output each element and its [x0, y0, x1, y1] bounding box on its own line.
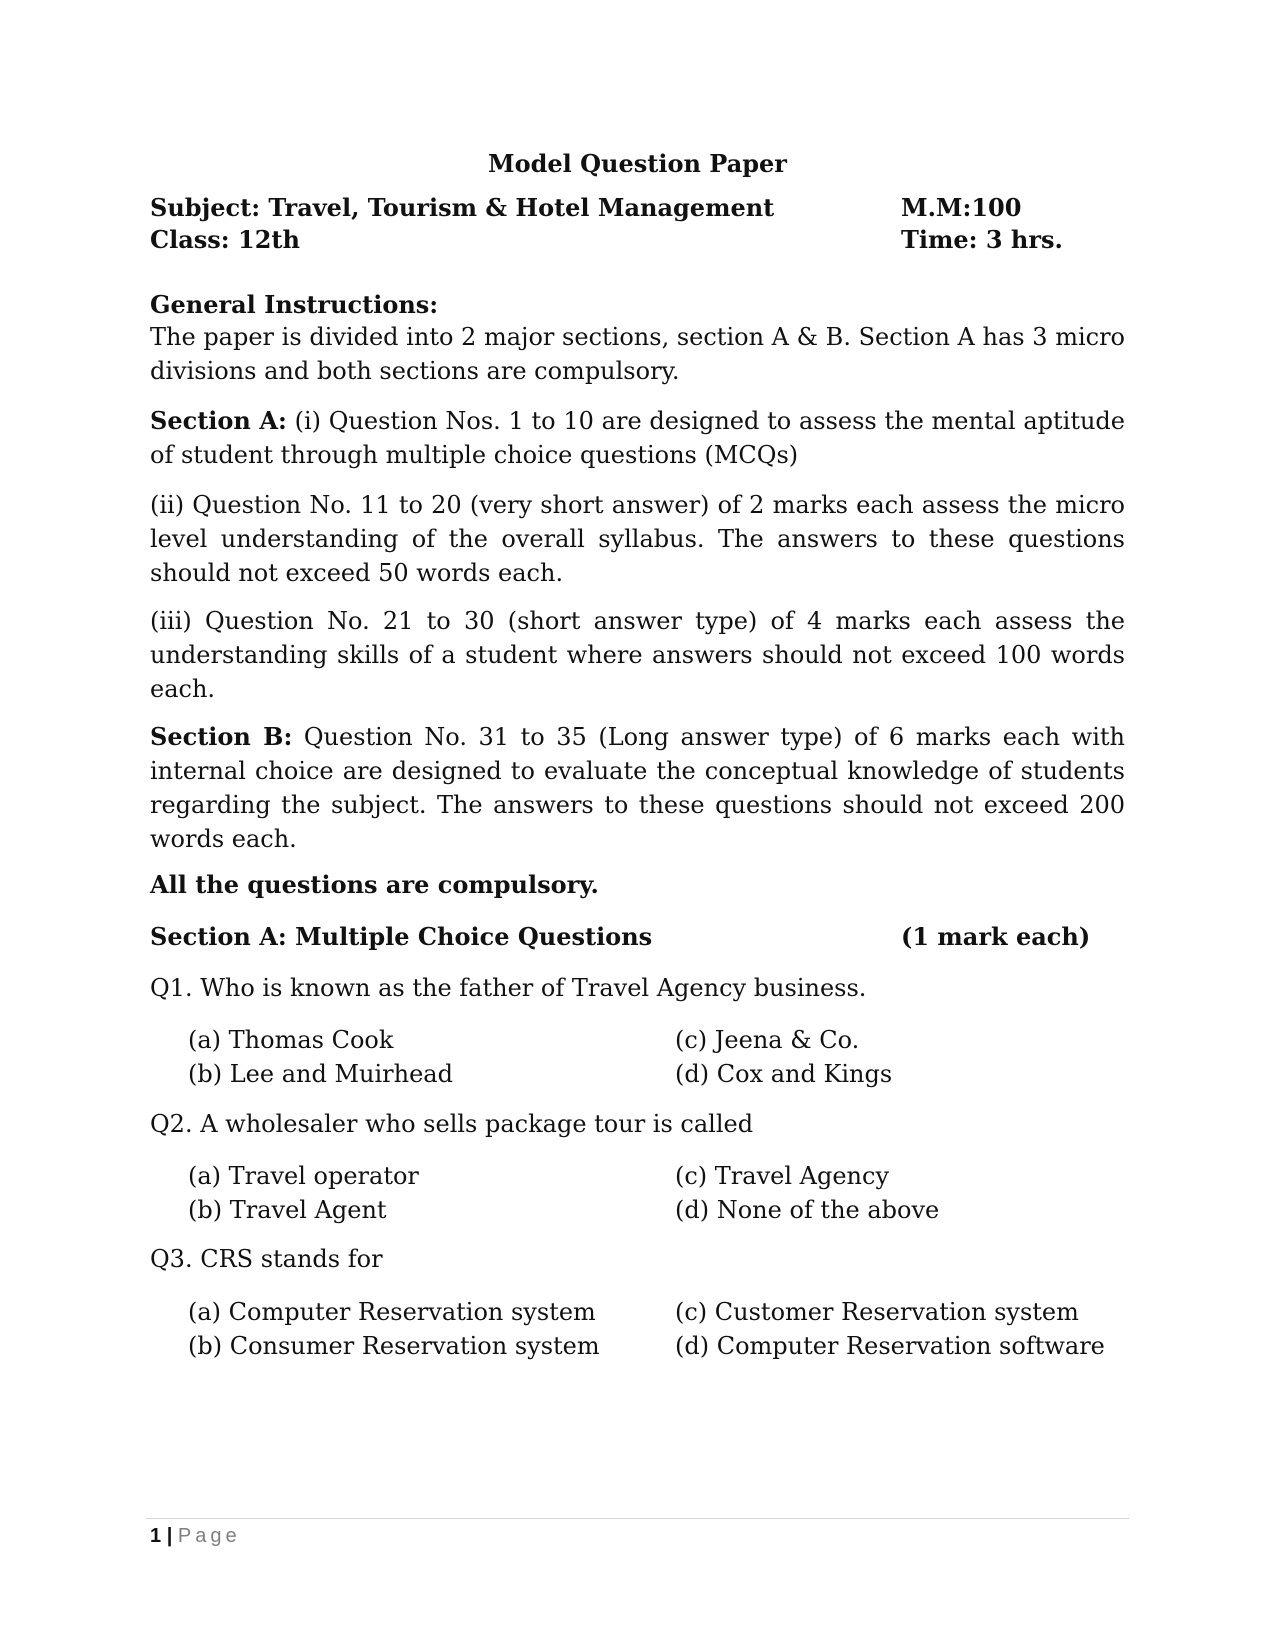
footer-divider	[146, 1518, 1129, 1519]
document-page	[150, 0, 1125, 1651]
section-a-heading-row	[150, 920, 1125, 954]
section-a-heading: Section A: Multiple Choice Questions	[150, 922, 653, 951]
max-marks: M.M:100	[901, 193, 1022, 222]
section-a-i-text: (i) Question Nos. 1 to 10 are designed to assess the mental aptitude of student through multiple choice questions (MCQs)	[150, 407, 1125, 469]
section-a-marks: (1 mark each)	[901, 922, 1091, 951]
section-b-label: Section B:	[150, 722, 293, 751]
subject-row	[150, 191, 1125, 225]
instructions-heading: General Instructions:	[150, 290, 439, 319]
page-word: Page	[177, 1525, 241, 1547]
question-3-options	[188, 1295, 1125, 1363]
section-a-instruction-i	[150, 404, 1125, 472]
class-row	[150, 223, 1125, 257]
question-1-options	[188, 1023, 1125, 1091]
option: (c) Jeena & Co.	[675, 1026, 860, 1054]
subject-label: Subject: Travel, Tourism & Hotel Management	[150, 193, 775, 222]
question-2-options	[188, 1159, 1125, 1227]
option: (b) Lee and Muirhead	[188, 1060, 453, 1088]
question-3: Q3. CRS stands for	[150, 1245, 383, 1273]
option: (b) Consumer Reservation system	[188, 1332, 600, 1360]
option: (d) Computer Reservation software	[675, 1332, 1105, 1360]
option: (c) Customer Reservation system	[675, 1298, 1079, 1326]
option: (d) None of the above	[675, 1196, 940, 1224]
paper-title: Model Question Paper	[488, 149, 787, 178]
option: (a) Travel operator	[188, 1162, 419, 1190]
option: (a) Computer Reservation system	[188, 1298, 596, 1326]
section-a-instruction-iii: (iii) Question No. 21 to 30 (short answer type) of 4 marks each assess the understanding skills of a student where answers should not exceed 100 words each.	[150, 607, 1125, 703]
option: (b) Travel Agent	[188, 1196, 387, 1224]
option: (a) Thomas Cook	[188, 1026, 394, 1054]
class-label: Class: 12th	[150, 225, 300, 254]
option: (c) Travel Agency	[675, 1162, 890, 1190]
page-footer	[150, 1522, 241, 1550]
page-separator: |	[166, 1525, 173, 1547]
instructions-intro: The paper is divided into 2 major sections, section A & B. Section A has 3 micro divisions and both sections are compulsory.	[150, 323, 1125, 385]
section-b-text: Question No. 31 to 35 (Long answer type) of 6 marks each with internal choice are designed to evaluate the conceptual knowledge of students regarding the subject. The answers to these questions should not exceed 200 words each.	[150, 723, 1126, 853]
section-b-instruction	[150, 720, 1125, 856]
section-a-label: Section A:	[150, 406, 287, 435]
option: (d) Cox and Kings	[675, 1060, 893, 1088]
compulsory-note: All the questions are compulsory.	[150, 870, 599, 899]
question-2: Q2. A wholesaler who sells package tour is called	[150, 1110, 754, 1138]
page-number: 1	[150, 1525, 162, 1547]
section-a-instruction-ii: (ii) Question No. 11 to 20 (very short answer) of 2 marks each assess the micro level understanding of the overall syllabus. The answers to these questions should not exceed 50 words each.	[150, 491, 1125, 587]
question-1: Q1. Who is known as the father of Travel Agency business.	[150, 974, 867, 1002]
time-label: Time: 3 hrs.	[901, 225, 1063, 254]
